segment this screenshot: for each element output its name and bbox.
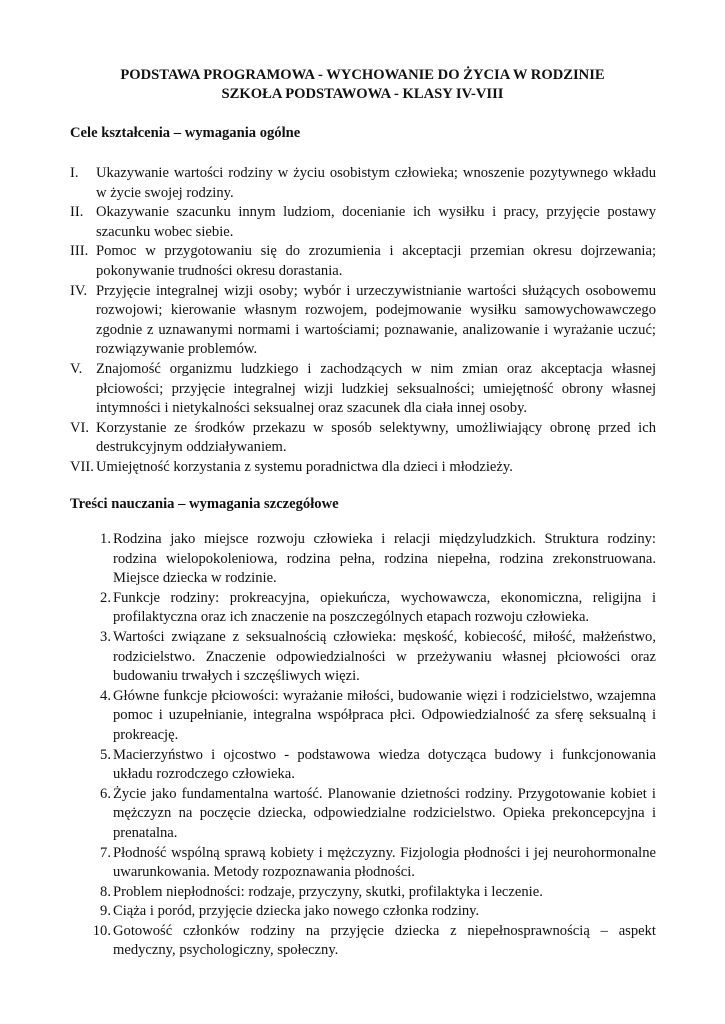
list-item-number: VI. <box>70 419 90 436</box>
list-item-text: Okazywanie szacunku innym ludziom, docenianie ich wysiłku i pracy, przyjęcie postawy szacunku wobec siebie. <box>96 204 656 240</box>
list-item <box>0 242 725 281</box>
list-item-text: Ciąża i poród, przyjęcie dziecka jako nowego członka rodziny. <box>113 903 480 920</box>
list-item-text: Pomoc w przygotowaniu się do zrozumienia i akceptacji przemian okresu dojrzewania; pokonywanie trudności okresu dorastania. <box>96 243 656 279</box>
list-item-text: Problem niepłodności: rodzaje, przyczyny, skutki, profilaktyka i leczenie. <box>113 883 543 900</box>
list-item-number: 3. <box>100 628 111 645</box>
list-item <box>0 203 725 242</box>
list-item-number: 5. <box>100 746 111 763</box>
list-item <box>0 360 725 419</box>
detailed-requirements-list <box>0 530 725 961</box>
list-item-text: Gotowość członków rodziny na przyjęcie dziecka z niepełnosprawnością – aspekt medyczny, psychologiczny, społeczny. <box>113 922 656 959</box>
list-item-number: 7. <box>100 844 111 861</box>
list-item <box>0 902 725 922</box>
list-item-number: III. <box>70 243 89 260</box>
list-item-number: 9. <box>100 903 111 920</box>
list-item-text: Umiejętność korzystania z systemu poradnictwa dla dzieci i młodzieży. <box>96 458 513 475</box>
list-item <box>0 746 725 785</box>
list-item-text: Macierzyństwo i ojcostwo - podstawowa wiedza dotycząca budowy i funkcjonowania układu rozrodczego człowieka. <box>113 746 656 783</box>
list-item-number: 4. <box>100 687 111 704</box>
list-item <box>0 530 725 589</box>
list-item <box>0 164 725 203</box>
general-requirements-list <box>0 164 725 478</box>
document-title-line-2: SZKOŁA PODSTAWOWA - KLASY IV-VIII <box>221 86 504 102</box>
list-item-number: VII. <box>70 458 94 475</box>
list-item <box>0 922 725 961</box>
list-item <box>0 458 725 478</box>
list-item-text: Znajomość organizmu ludzkiego i zachodzących w nim zmian oraz akceptacja własnej płciowości; przyjęcie integralnej wizji ludzkiej seksualności; umiejętność obrony własnej intymności i nietykalności seksualnej oraz szacunek dla ciała innej osoby. <box>96 360 656 417</box>
list-item <box>0 282 725 360</box>
list-item-text: Ukazywanie wartości rodziny w życiu osobistym człowieka; wnoszenie pozytywnego wkładu w życie swojej rodziny. <box>96 165 656 201</box>
list-item-number: 6. <box>100 785 111 802</box>
general-requirements-heading: Cele kształcenia – wymagania ogólne <box>70 125 301 141</box>
list-item-number: 1. <box>100 531 111 547</box>
list-item-text: Korzystanie ze środków przekazu w sposób selektywny, umożliwiający obronę przed ich destrukcyjnym oddziaływaniem. <box>96 419 656 456</box>
list-item-text: Przyjęcie integralnej wizji osoby; wybór i urzeczywistnianie wartości służących osobowemu rozwojowi; kierowanie własnym rozwojem, podejmowanie wysiłku samowychowawczego zgodnie z uznawanymi normami i wartościami; poznawanie, analizowanie i wyrażanie uczuć; rozwiązywanie problemów. <box>96 282 656 358</box>
document-title-line-1: PODSTAWA PROGRAMOWA - WYCHOWANIE DO ŻYCIA W RODZINIE <box>120 67 605 83</box>
list-item-text: Główne funkcje płciowości: wyrażanie miłości, budowanie więzi i rodzicielstwo, wzajemna pomoc i uzupełnianie, integralna współpraca płci. Odpowiedzialność za sferę seksualną i prokreację. <box>113 687 656 743</box>
list-item-number: V. <box>70 360 83 377</box>
list-item <box>0 883 725 903</box>
list-item-number: 10. <box>92 922 111 939</box>
list-item-number: 2. <box>100 589 111 606</box>
list-item <box>0 785 725 844</box>
list-item-number: IV. <box>70 282 88 299</box>
list-item-number: 8. <box>100 883 111 900</box>
list-item <box>0 419 725 458</box>
list-item <box>0 844 725 883</box>
list-item-text: Rodzina jako miejsce rozwoju człowieka i relacji międzyludzkich. Struktura rodziny: rodzina wielopokoleniowa, rodzina pełna, rodzina niepełna, rodzina zrekonstruowana. Miejsce dziecka w rodzinie. <box>113 531 656 587</box>
list-item-text: Życie jako fundamentalna wartość. Planowanie dzietności rodziny. Przygotowanie kobiet i mężczyzn na poczęcie dziecka, odpowiedzialne rodzicielstwo. Opieka prekoncepcyjna i prenatalna. <box>113 785 656 841</box>
list-item <box>0 628 725 687</box>
list-item <box>0 687 725 746</box>
list-item-number: II. <box>70 204 84 221</box>
list-item-text: Wartości związane z seksualnością człowieka: męskość, kobiecość, miłość, małżeństwo, rodzicielstwo. Znaczenie odpowiedzialności w przeżywaniu własnej płciowości oraz budowaniu trwałych i szczęśliwych więzi. <box>113 628 656 685</box>
list-item-text: Płodność wspólną sprawą kobiety i mężczyzny. Fizjologia płodności i jej neurohormonalne uwarunkowania. Metody rozpoznawania płodności. <box>113 844 656 881</box>
list-item-text: Funkcje rodziny: prokreacyjna, opiekuńcza, wychowawcza, ekonomiczna, religijna i profilaktyczna oraz ich znaczenie na poszczególnych etapach rozwoju człowieka. <box>113 589 656 626</box>
list-item-number: I. <box>70 165 79 181</box>
list-item <box>0 589 725 628</box>
detailed-requirements-heading: Treści nauczania – wymagania szczegółowe <box>70 496 339 512</box>
